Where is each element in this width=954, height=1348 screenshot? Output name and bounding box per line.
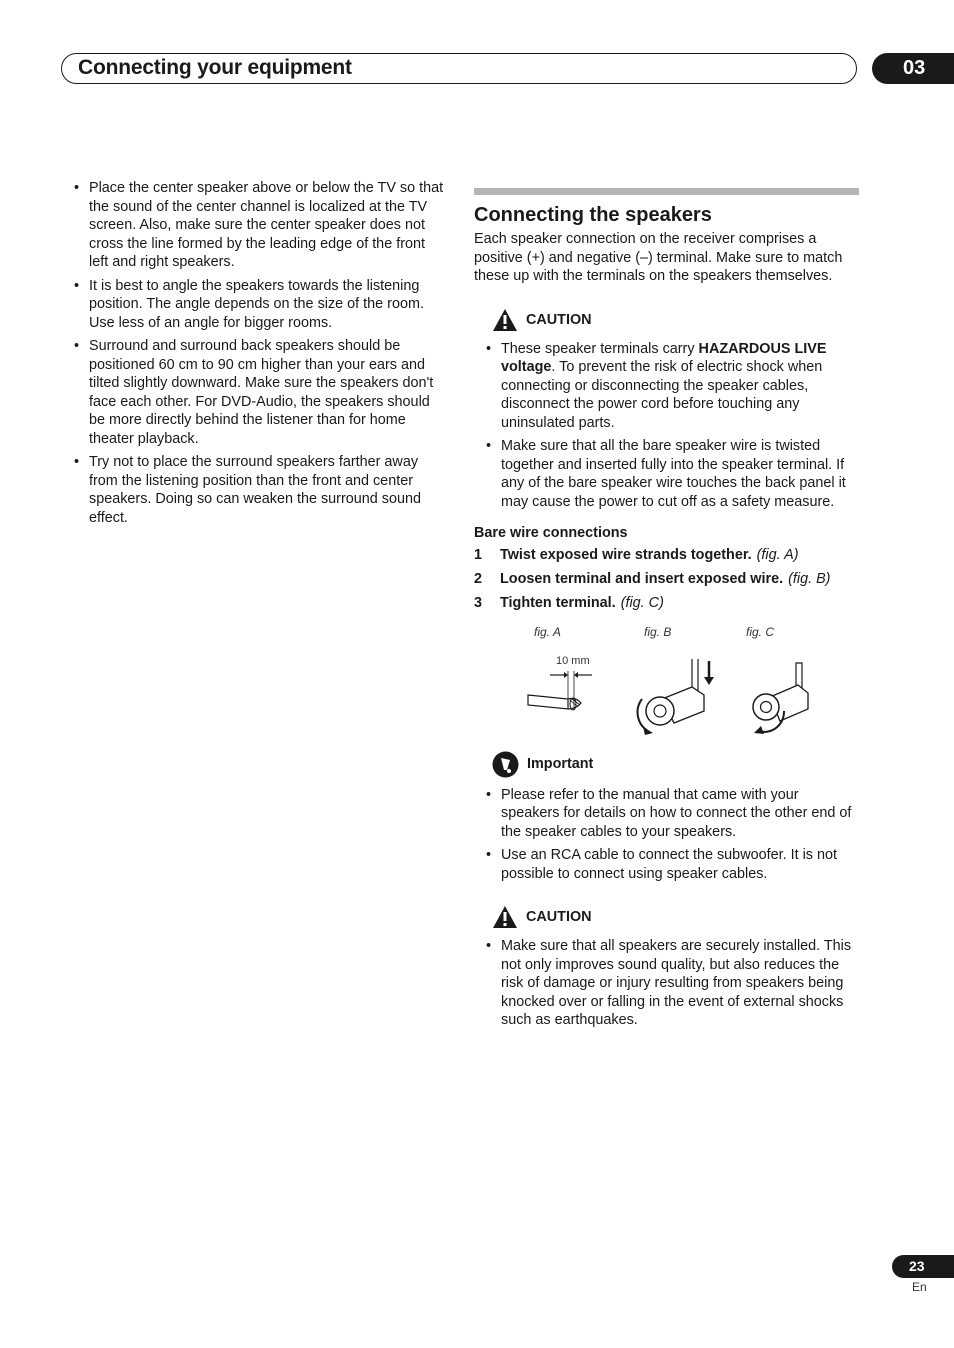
list-item: • Please refer to the manual that came with your speakers for details on how to connect the other end of the speaker cables to your speakers.: [486, 786, 860, 842]
placement-tips-list: [74, 179, 446, 527]
caution-label: CAUTION: [526, 909, 592, 925]
dimension-label: 10 mm: [556, 654, 590, 667]
step-number: 1: [474, 547, 483, 563]
chapter-number-tab: 03: [872, 53, 954, 84]
fig-b-label: fig. B: [644, 624, 672, 639]
step-number: 3: [474, 595, 483, 611]
list-item: • Surround and surround back speakers should be positioned 60 cm to 90 cm higher than your ears and tilted slightly downward. Make sure the speakers don't face each other. For DVD-Audio, the speakers should be more directly behind the listener than for home theater playback.: [74, 337, 446, 448]
important-notice: [492, 751, 860, 778]
section-rule: [474, 188, 859, 195]
list-item: • It is best to angle the speakers towards the listening position. The angle depends on the size of the room. Use less of an angle for bigger rooms.: [74, 277, 446, 333]
step-item: [474, 570, 860, 589]
list-item: • Use an RCA cable to connect the subwoofer. It is not possible to connect using speaker cables.: [486, 846, 860, 883]
page-number: 23: [892, 1255, 954, 1278]
important-label: Important: [527, 756, 594, 772]
language-code: En: [912, 1280, 927, 1294]
caution-text: . To prevent the risk of electric shock when connecting or disconnecting the speaker cables, disconnect the power cord before touching any uninsulated parts.: [501, 359, 823, 431]
left-column: [74, 179, 446, 532]
list-item: • Place the center speaker above or below the TV so that the sound of the center channel is localized at the TV screen. Also, make sure the center speaker does not cross the line formed by the leading edge of the front left and right speakers.: [74, 179, 446, 272]
important-note-icon: [492, 751, 519, 778]
page-title: Connecting your equipment: [78, 56, 352, 79]
list-item: • Make sure that all the bare speaker wire is twisted together and inserted fully into the speaker terminal. If any of the bare speaker wire touches the back panel it may cause the power to cut off as a safety measure.: [486, 437, 860, 511]
section-heading: Connecting the speakers: [474, 204, 712, 226]
important-list: [486, 786, 860, 884]
warning-triangle-icon: [492, 308, 518, 332]
list-item: • Try not to place the surround speakers farther away from the listening position than the front and center speakers. Doing so can weaken the surround sound effect.: [74, 453, 446, 527]
caution-notice: [492, 905, 860, 929]
figure-reference: (fig. C): [620, 595, 664, 611]
figure-reference: (fig. B): [788, 571, 831, 587]
hazard-emphasis: HAZARDOUS LIVE voltage: [501, 340, 827, 375]
caution-text: These speaker terminals carry: [501, 340, 699, 357]
fig-a-label: fig. A: [534, 624, 561, 639]
warning-triangle-icon: [492, 905, 518, 929]
wire-figures: [474, 625, 860, 745]
caution-list: [486, 937, 860, 1030]
list-item: • Make sure that all speakers are securely installed. This not only improves sound quality, but also reduces the risk of damage or injury resulting from speakers being knocked over or falling in the event of external shocks such as earthquakes.: [486, 937, 860, 1030]
fig-c-label: fig. C: [746, 624, 775, 639]
step-text: Twist exposed wire strands together.: [500, 547, 752, 563]
section-intro: Each speaker connection on the receiver comprises a positive (+) and negative (–) terminal. Make sure to match these up with the terminals on the speakers themselves.: [474, 231, 843, 284]
right-column: [474, 188, 860, 1035]
list-item: [486, 340, 860, 433]
step-item: [474, 546, 860, 565]
bare-wire-heading: Bare wire connections: [474, 525, 628, 541]
steps-list: [474, 546, 860, 613]
caution-label: CAUTION: [526, 311, 592, 328]
loosen-terminal-icon: [634, 655, 714, 735]
step-item: [474, 594, 860, 613]
caution-list: [486, 340, 860, 512]
twisted-wire-icon: [526, 669, 592, 725]
step-text: Loosen terminal and insert exposed wire.: [500, 571, 784, 587]
step-text: Tighten terminal.: [500, 595, 616, 611]
caution-notice: [492, 308, 860, 332]
tighten-terminal-icon: [744, 655, 814, 735]
step-number: 2: [474, 571, 483, 587]
figure-reference: (fig. A): [756, 547, 799, 563]
